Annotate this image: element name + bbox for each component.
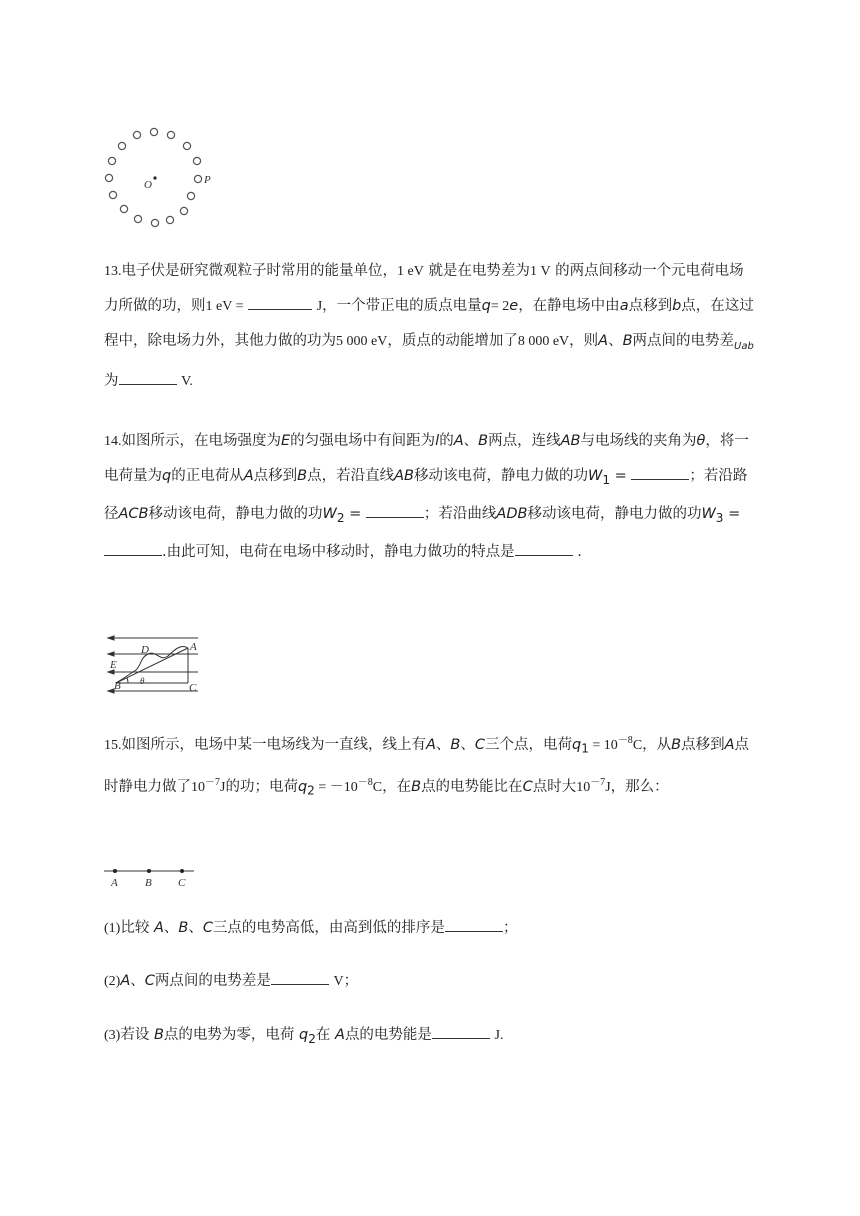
label-O: O (144, 179, 152, 191)
answer-blank[interactable] (248, 293, 312, 310)
answer-blank[interactable] (432, 1022, 490, 1039)
answer-blank[interactable] (366, 501, 424, 518)
sub-question-2: (2)A、C两点间的电势差是 V； (104, 964, 758, 999)
label-B: B (145, 877, 152, 889)
answer-blank[interactable] (631, 463, 689, 480)
label-C: C (178, 877, 186, 889)
answer-blank[interactable] (445, 915, 503, 932)
answer-blank[interactable] (104, 539, 162, 556)
label-D: D (141, 644, 149, 656)
question-14: 14.如图所示，在电场强度为E的匀强电场中有间距为l的A、B两点，连线AB与电场线的夹角为θ，将一电荷量为q的正电荷从A点移到B点，若沿直线AB移动该电荷，静电力做的功$W_1$ = ；若沿路径ACB移动该电荷，静电力做的功$W_2$ = ；若沿曲线ADB移动该电荷，静电力做的功$W_3$ = .由此可知，电荷在电场中移动时，静电力做功的特点是 . (104, 433, 749, 560)
label-A: A (190, 641, 197, 653)
sub-question-3: (3)若设 B点的电势为零，电荷 $q_2$在 A点的电势能是 J. (104, 1018, 758, 1056)
line-abc-figure (104, 862, 196, 890)
answer-blank[interactable] (271, 968, 329, 985)
question-15: 15.如图所示，电场中某一电场线为一直线，线上有A、B、C三个点，电荷$q_1 = 10^{-8}C$，从B点移到A点时静电力做了$10^{-7}J$的功；电荷$q_2 = -10^{-8}C$，在B点的电势能比在C点时大$10^{-7}J$，那么： (104, 735, 750, 798)
label-theta: θ (140, 676, 145, 686)
label-B: B (114, 680, 121, 692)
answer-blank[interactable] (119, 368, 177, 385)
label-P: P (204, 174, 211, 186)
field-lines-figure (104, 634, 202, 698)
question-13: 13.电子伏是研究微观粒子时常用的能量单位，1 eV 就是在电势差为1 V 的两点间移动一个元电荷电场力所做的功，则1 eV = J，一个带正电的质点电量q= 2e，在静电场中由a点移到b点，在这过程中，除电场力外，其他力做的功为5 000 eV，质点的动能增加了8 000 eV，则A、B两点间的电势差$_{Uab}$为 V. (104, 263, 754, 389)
label-E: E (110, 659, 117, 671)
ring-figure (100, 124, 220, 228)
label-A: A (111, 877, 118, 889)
label-C: C (189, 682, 197, 694)
sub-question-1: (1)比较 A、B、C三点的电势高低，由高到低的排序是 ； (104, 911, 758, 946)
answer-blank[interactable] (515, 539, 573, 556)
